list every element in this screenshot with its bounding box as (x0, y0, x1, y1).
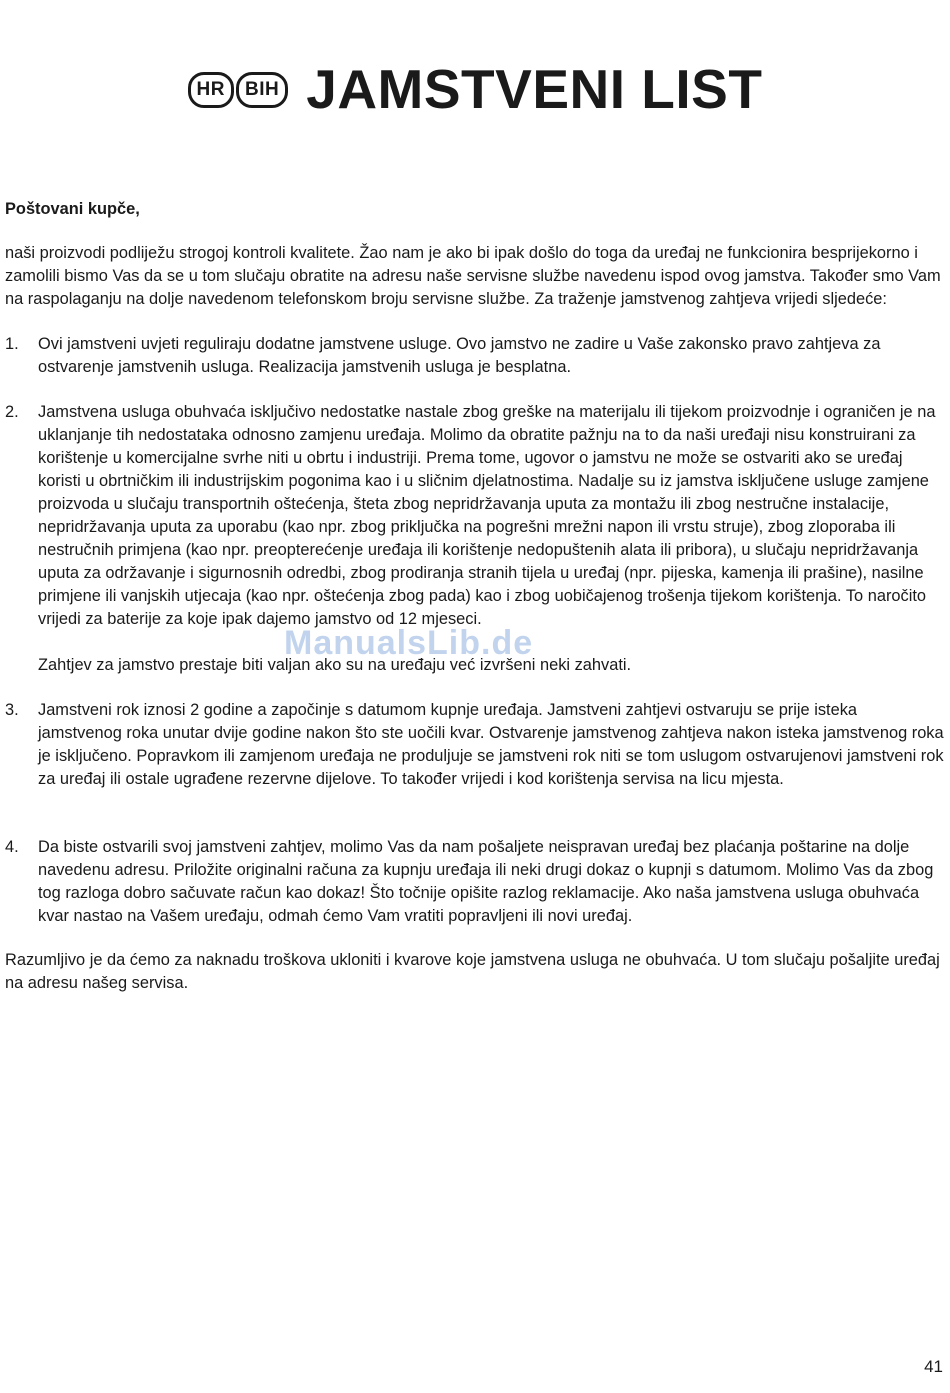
watermark: ManualsLib.de (284, 624, 534, 662)
list-item-text: Ovi jamstveni uvjeti reguliraju dodatne jamstvene usluge. Ovo jamstvo ne zadire u Vaše zakonsko pravo zahtjeva za ostvarenje jamstvenih usluga. Realizacija jamstvenih usluga je besplatna. (38, 335, 881, 376)
list-item-number: 3. (5, 701, 19, 719)
list-item-4 (5, 836, 945, 928)
page-number: 41 (924, 1357, 943, 1376)
intro-paragraph: naši proizvodi podliježu strogoj kontroli kvalitete. Žao nam je ako bi ipak došlo do toga da uređaj ne funkcionira besprijekorno i zamolili bismo Vas da se u tom slučaju obratite na adresu naše servisne službe navedenu ispod ovog jamstva. Također smo Vam na raspolaganju na dolje navedenom telefonskom broju servisne službe. Za traženje jamstvenog zahtjeva vrijedi sljedeće: (5, 244, 941, 308)
list-item-number: 2. (5, 403, 19, 421)
greeting: Poštovani kupče, (5, 200, 140, 218)
document-body (5, 198, 945, 995)
list-item-1 (5, 333, 945, 379)
list-item-text: Da biste ostvarili svoj jamstveni zahtjev, molimo Vas da nam pošaljete neispravan uređaj bez plaćanja poštarine na dolje navedenu adresu. Priložite originalni računa za kupnju uređaja ili neki drugi dokaz o kupnji s datumom. Molimo Vas da zbog tog razloga dobro sačuvate račun kao dokaz! Što točnije opišite razlog reklamacije. Ako naša jamstvena usluga obuhvaća kvar nastao na Vašem uređaju, odmah ćemo Vam vratiti popravljeni ili novi uređaj. (38, 838, 934, 925)
list-item-3 (5, 699, 945, 791)
list-item-number: 1. (5, 335, 19, 353)
page-header (0, 58, 950, 120)
list-item-text: Jamstvena usluga obuhvaća isključivo nedostatke nastale zbog greške na materijalu ili tijekom proizvodnje i ograničen je na uklanjanje tih nedostataka odnosno zamjenu uređaja. Molimo da obratite pažnju na to da naši uređaji nisu konstruirani za korištenje u komercijalne svrhe niti u obrtu i industriji. Prema tome, ugovor o jamstvu ne može se ostvariti ako se uređaj koristi u obrtničkim ili industrijskim pogonima kao i u sličnim djelatnostima. Nadalje su iz jamstva isključene usluge zamjene proizvoda u slučaju transportnih oštećenja, šteta zbog nepridržavanja uputa za montažu ili zbog nestručne instalacije, nepridržavanja uputa za uporabu (kao npr. zbog priključka na pogrešni mrežni napon ili vrstu struje), zbog zloporaba ili nestručnih primjena (kao npr. preopterećenje uređaja ili korištenje nedopuštenih alata ili pribora), u slučaju nepridržavanja uputa za održavanje i sigurnosnih odredbi, zbog prodiranja stranih tijela u uređaj (npr. pijeska, kamenja ili prašine), nasilne primjene ili vanjskih utjecaja (kao npr. oštećenja zbog pada) kao i zbog uobičajenog trošenja tijekom korištenja. To naročito vrijedi za baterije za koje ipak dajemo jamstvo od 12 mjeseci. (38, 403, 936, 628)
list-item-text: Jamstveni rok iznosi 2 godine a započinje s datumom kupnje uređaja. Jamstveni zahtjevi ostvaruju se prije isteka jamstvenog roka unutar dvije godine nakon što ste uočili kvar. Ostvarenje jamstvenog zahtjeva nakon isteka jamstvenog roka je isključeno. Popravkom ili zamjenom uređaja ne produljuje se jamstveni rok niti se tom uslugom ostvarujenovi jamstveni rok za uređaj ili ostale ugrađene rezervne dijelove. To također vrijedi i kod korištenja servisa na licu mjesta. (38, 701, 944, 788)
page-title: JAMSTVENI LIST (306, 58, 763, 120)
closing-paragraph: Razumljivo je da ćemo za naknadu troškova ukloniti i kvarove koje jamstvena usluga ne obuhvaća. U tom slučaju pošaljite uređaj na adresu našeg servisa. (5, 951, 940, 992)
list-item-2 (5, 401, 945, 631)
list-item-number: 4. (5, 838, 19, 856)
badge-bih: BIH (236, 72, 288, 108)
badge-hr: HR (188, 72, 234, 108)
list-item-2-note: Zahtjev za jamstvo prestaje biti valjan ako su na uređaju već izvršeni neki zahvati. (38, 656, 632, 674)
